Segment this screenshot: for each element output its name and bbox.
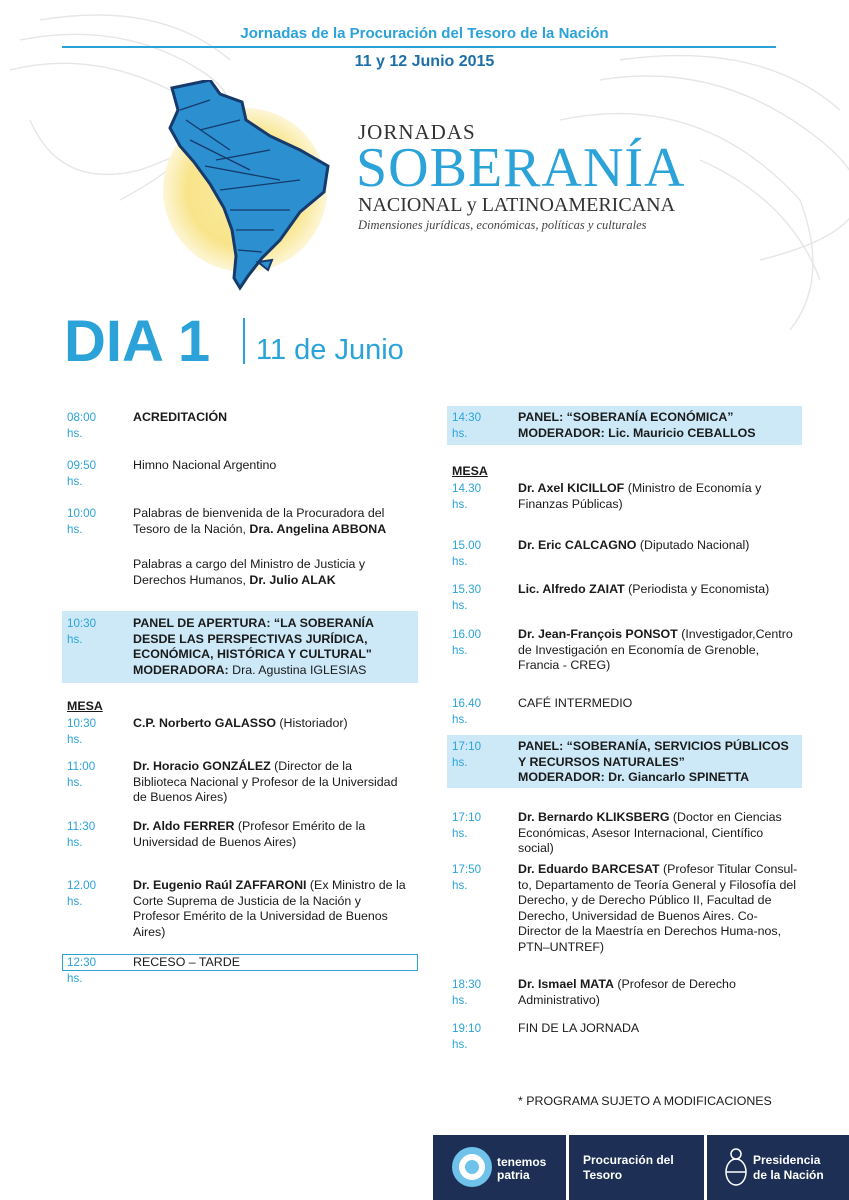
schedule-text: Dr. Jean-François PONSOT (Investigador,Centro de Investigación en Economía de Grenoble, Francia - CREG) [518, 627, 793, 673]
schedule-time: 15.00 hs. [452, 539, 482, 568]
procuracion-line1: Procuración del [583, 1153, 674, 1167]
patria-text: patria [497, 1168, 530, 1182]
schedule-text: C.P. Norberto GALASSO (Historiador) [133, 716, 348, 730]
schedule-text: Dr. Axel KICILLOF (Ministro de Economía y Finanzas Públicas) [518, 481, 762, 511]
schedule-text: Lic. Alfredo ZAIAT (Periodista y Economista) [518, 582, 770, 596]
mesa-label: MESA [452, 464, 488, 478]
footer-presidencia [707, 1135, 849, 1200]
patria-circle-icon [451, 1146, 493, 1188]
schedule-text: Dr. Eugenio Raúl ZAFFARONI (Ex Ministro de la Corte Suprema de Justicia de la Nación y Profesor Emérito de la Universidad de Buenos Aires) [133, 878, 406, 939]
header-divider [62, 46, 776, 48]
schedule-time: 08:00 hs. [67, 411, 97, 440]
schedule-time: 14.30 hs. [452, 482, 482, 511]
latin-america-map-logo [150, 80, 350, 295]
day-separator [243, 318, 245, 364]
schedule-time: 12.00 hs. [67, 879, 97, 908]
schedule-time: 17:10 hs. [452, 811, 482, 840]
schedule-time: 09:50 hs. [67, 459, 97, 488]
presidencia-line2: de la Nación [753, 1168, 824, 1182]
brand-jornadas: JORNADAS [358, 120, 476, 144]
schedule-time: 18:30 hs. [452, 978, 482, 1007]
schedule-text: Palabras de bienvenida de la Procuradora del Tesoro de la Nación, Dra. Angelina ABBONA [133, 506, 387, 536]
schedule-text: Dr. Ismael MATA (Profesor de Derecho Administrativo) [518, 977, 736, 1007]
schedule-time: 14:30 hs. [452, 411, 482, 440]
procuracion-line2: Tesoro [583, 1168, 623, 1182]
schedule-time: 17:10 hs. [452, 740, 482, 769]
event-title: Jornadas de la Procuración del Tesoro de la Nación [240, 25, 609, 42]
brand-subtitle: NACIONAL y LATINOAMERICANA [358, 194, 676, 216]
schedule-time: 16.40 hs. [452, 697, 482, 726]
schedule-time: 11:30 hs. [67, 820, 96, 849]
schedule-text: Dr. Horacio GONZÁLEZ (Director de la Biblioteca Nacional y Profesor de la Universidad de Buenos Aires) [133, 759, 398, 805]
schedule-text: FIN DE LA JORNADA [518, 1021, 640, 1035]
schedule-text: RECESO – TARDE [133, 955, 240, 969]
brand-tagline: Dimensiones jurídicas, económicas, políticas y culturales [358, 218, 647, 232]
schedule-text: PANEL DE APERTURA: “LA SOBERANÍA DESDE LAS PERSPECTIVAS JURÍDICA, ECONÓMICA, HISTÓRICA Y CULTURAL" MODERADORA: Dra. Agustina IGLESIAS [133, 616, 374, 677]
schedule-text: Himno Nacional Argentino [133, 458, 277, 472]
schedule-time: 10:30 hs. [67, 617, 97, 646]
schedule-text: Dr. Eric CALCAGNO (Diputado Nacional) [518, 538, 750, 552]
footer-procuracion [569, 1135, 704, 1200]
schedule-time: 17:50 hs. [452, 863, 482, 892]
schedule-time: 19:10 hs. [452, 1022, 482, 1051]
mesa-label: MESA [67, 699, 103, 713]
brand-soberania: SOBERANÍA [356, 137, 686, 199]
presidencia-line1: Presidencia [753, 1153, 821, 1167]
schedule-text: ACREDITACIÓN [133, 410, 228, 424]
schedule-text: Dr. Eduardo BARCESAT (Profesor Titular Consul-to, Departamento de Teoría General y Filosofía del Derecho, y de Derecho Público II, Facultad de Derecho, Universidad de Buenos Aires. Co-Director de la Maestría en Derechos Huma-nos, PTN–UNTREF) [518, 862, 798, 954]
schedule-text: Dr. Aldo FERRER (Profesor Emérito de la Universidad de Buenos Aires) [133, 819, 366, 849]
schedule-time: 16.00 hs. [452, 628, 482, 657]
schedule-text: PANEL: “SOBERANÍA ECONÓMICA” MODERADOR: Lic. Mauricio CEBALLOS [518, 410, 756, 440]
tenemos-text: tenemos [497, 1155, 547, 1169]
event-dates: 11 y 12 Junio 2015 [354, 53, 495, 70]
schedule-text: PANEL: “SOBERANÍA, SERVICIOS PÚBLICOS Y RECURSOS NATURALES” MODERADOR: Dr. Giancarlo SPINETTA [518, 739, 789, 785]
schedule-time: 12:30 hs. [67, 956, 97, 985]
schedule-time: 11:00 hs. [67, 760, 96, 789]
schedule-text: CAFÉ INTERMEDIO [518, 696, 633, 710]
schedule-text: Dr. Bernardo KLIKSBERG (Doctor en Ciencias Económicas, Asesor Internacional, Científico social) [518, 810, 782, 856]
schedule-text: Palabras a cargo del Ministro de Justicia y Derechos Humanos, Dr. Julio ALAK [133, 557, 366, 587]
schedule-time: 10:30 hs. [67, 717, 97, 746]
national-coat-of-arms-icon [723, 1147, 749, 1187]
schedule-time: 15.30 hs. [452, 583, 482, 612]
program-disclaimer: * PROGRAMA SUJETO A MODIFICACIONES [518, 1094, 772, 1108]
schedule-time: 10:00 hs. [67, 507, 97, 536]
day-date: 11 de Junio [256, 334, 404, 366]
footer-tenemos-patria [433, 1135, 566, 1200]
day-label: DIA 1 [64, 309, 211, 374]
